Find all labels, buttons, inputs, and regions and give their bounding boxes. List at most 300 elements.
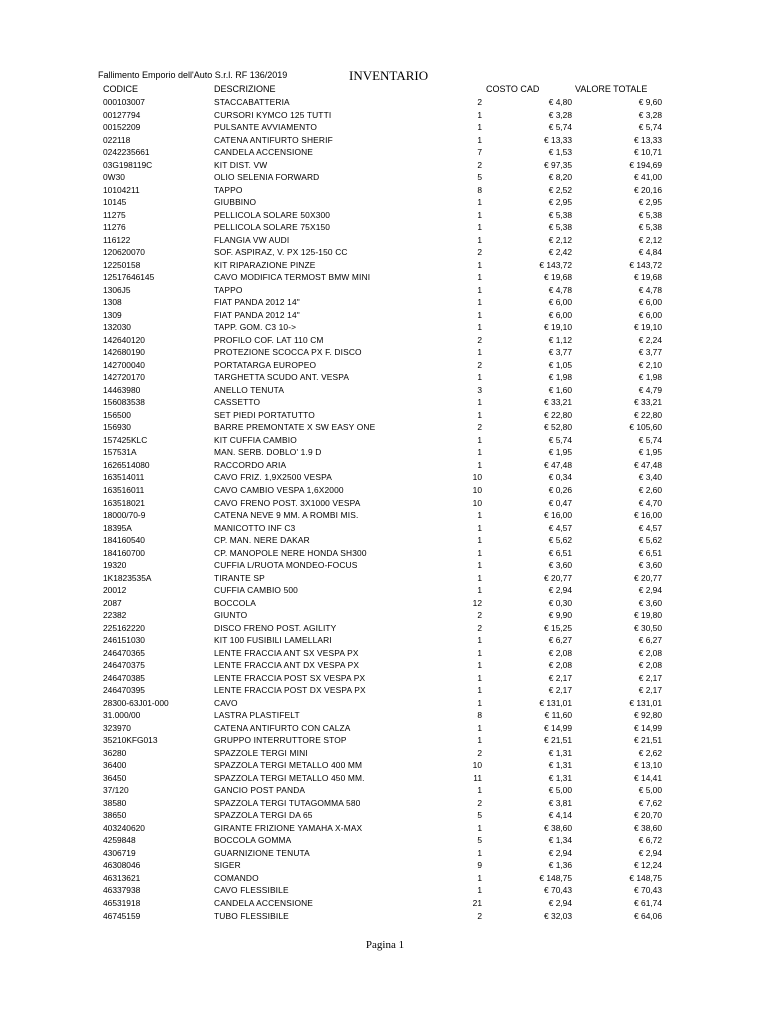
item-quantity: 2 <box>477 247 482 258</box>
table-row <box>0 171 770 184</box>
item-description: CAVO FLESSIBILE <box>214 885 289 896</box>
item-quantity: 1 <box>477 222 482 233</box>
item-unit-cost: € 5,74 <box>548 434 572 445</box>
item-code: 46337938 <box>103 885 141 896</box>
item-code: 03G198119C <box>103 159 153 170</box>
item-description: RACCORDO ARIA <box>214 459 287 470</box>
item-description: CANDELA ACCENSIONE <box>214 147 314 158</box>
item-quantity: 1 <box>477 197 482 208</box>
item-quantity: 10 <box>472 760 482 771</box>
item-quantity: 3 <box>477 384 482 395</box>
item-quantity: 1 <box>477 347 482 358</box>
item-quantity: 8 <box>477 184 482 195</box>
table-row <box>0 534 770 547</box>
item-description: MAN. SERB. DOBLO' 1.9 D <box>214 447 322 458</box>
item-unit-cost: € 0,30 <box>548 597 572 608</box>
item-quantity: 5 <box>477 835 482 846</box>
item-code: 142700040 <box>103 359 145 370</box>
item-unit-cost: € 13,33 <box>544 134 572 145</box>
table-row <box>0 409 770 422</box>
item-description: FIAT PANDA 2012 14" <box>214 297 300 308</box>
item-code: 246470385 <box>103 672 145 683</box>
item-code: 4306719 <box>103 847 136 858</box>
item-quantity: 11 <box>473 772 482 783</box>
item-code: 28300-63J01-000 <box>103 697 169 708</box>
item-description: CATENA ANTIFURTO CON CALZA <box>214 722 351 733</box>
table-row <box>0 784 770 797</box>
table-row <box>0 822 770 835</box>
item-total-value: € 5,74 <box>638 434 662 445</box>
item-quantity: 1 <box>477 309 482 320</box>
item-quantity: 1 <box>477 510 482 521</box>
item-description: CP. MAN. NERE DAKAR <box>214 535 310 546</box>
item-code: 00152209 <box>103 122 141 133</box>
table-row <box>0 497 770 510</box>
table-row <box>0 434 770 447</box>
item-unit-cost: € 6,00 <box>548 309 572 320</box>
item-unit-cost: € 6,27 <box>548 635 572 646</box>
item-code: 31.000/00 <box>103 710 141 721</box>
item-unit-cost: € 22,80 <box>544 409 572 420</box>
item-unit-cost: € 4,80 <box>548 97 572 107</box>
item-description: SIGER <box>214 860 241 871</box>
item-total-value: € 4,79 <box>638 384 662 395</box>
table-row <box>0 309 770 322</box>
item-code: 00127794 <box>103 109 141 120</box>
table-row <box>0 346 770 359</box>
item-description: TAPP. GOM. C3 10-> <box>214 322 297 333</box>
item-code: 0242235661 <box>103 147 150 158</box>
item-total-value: € 6,72 <box>638 835 662 846</box>
item-total-value: € 20,77 <box>634 572 662 583</box>
item-description: GIUBBINO <box>214 197 257 208</box>
item-code: 18395A <box>103 522 132 533</box>
item-total-value: € 5,38 <box>638 222 662 233</box>
item-unit-cost: € 4,14 <box>548 810 572 821</box>
item-description: BOCCOLA <box>214 597 257 608</box>
item-quantity: 2 <box>477 97 482 107</box>
item-unit-cost: € 15,25 <box>544 622 572 633</box>
table-row <box>0 797 770 810</box>
item-unit-cost: € 2,94 <box>548 585 572 596</box>
table-row <box>0 897 770 910</box>
item-quantity: 12 <box>472 597 482 608</box>
item-description: CAVO <box>214 697 238 708</box>
item-total-value: € 12,24 <box>634 860 662 871</box>
item-code: 132030 <box>103 322 131 333</box>
item-unit-cost: € 5,38 <box>548 222 572 233</box>
item-description: LASTRA PLASTIFELT <box>214 710 300 721</box>
item-description: CATENA ANTIFURTO SHERIF <box>214 134 333 145</box>
item-unit-cost: € 2,12 <box>548 234 572 245</box>
item-quantity: 1 <box>477 647 482 658</box>
item-unit-cost: € 4,78 <box>548 284 572 295</box>
item-description: SPAZZOLA TERGI METALLO 400 MM <box>214 760 363 771</box>
table-row <box>0 697 770 710</box>
table-row <box>0 259 770 272</box>
item-description: BARRE PREMONTATE X SW EASY ONE <box>214 422 376 433</box>
item-total-value: € 64,06 <box>634 910 662 921</box>
item-total-value: € 6,00 <box>638 309 662 320</box>
item-unit-cost: € 1,95 <box>548 447 572 458</box>
item-description: GIUNTO <box>214 610 248 621</box>
item-unit-cost: € 97,35 <box>544 159 572 170</box>
item-total-value: € 4,70 <box>638 497 662 508</box>
table-row <box>0 772 770 785</box>
item-code: 18000/70-9 <box>103 510 146 521</box>
item-unit-cost: € 2,52 <box>548 184 572 195</box>
item-total-value: € 3,60 <box>638 597 662 608</box>
item-code: 022118 <box>103 134 131 145</box>
item-total-value: € 6,51 <box>638 547 662 558</box>
item-quantity: 21 <box>472 898 482 908</box>
table-row <box>0 184 770 197</box>
item-total-value: € 5,38 <box>638 209 662 220</box>
table-row <box>0 371 770 384</box>
item-total-value: € 19,80 <box>634 610 662 621</box>
item-quantity: 1 <box>477 585 482 596</box>
item-description: CAVO FRENO POST. 3X1000 VESPA <box>214 497 361 508</box>
table-row <box>0 296 770 309</box>
item-code: 38650 <box>103 810 127 821</box>
item-description: SPAZZOLA TERGI METALLO 450 MM. <box>214 772 365 783</box>
item-unit-cost: € 148,75 <box>539 872 572 883</box>
item-description: PROFILO COF. LAT 110 CM <box>214 334 324 345</box>
item-unit-cost: € 1,31 <box>548 747 572 758</box>
table-row <box>0 884 770 897</box>
item-quantity: 1 <box>477 434 482 445</box>
item-code: 1K1823535A <box>103 572 152 583</box>
item-code: 11275 <box>103 209 126 220</box>
table-row <box>0 672 770 685</box>
item-total-value: € 19,68 <box>634 272 662 283</box>
table-row <box>0 509 770 522</box>
table-row <box>0 159 770 172</box>
item-unit-cost: € 6,51 <box>548 547 572 558</box>
item-total-value: € 2,12 <box>638 234 662 245</box>
item-description: GANCIO POST PANDA <box>214 785 306 796</box>
item-description: LENTE FRACCIA POST SX VESPA PX <box>214 672 366 683</box>
item-description: COMANDO <box>214 872 259 883</box>
item-unit-cost: € 3,77 <box>548 347 572 358</box>
item-total-value: € 2,62 <box>638 747 662 758</box>
item-total-value: € 4,57 <box>638 522 662 533</box>
item-unit-cost: € 5,38 <box>548 209 572 220</box>
item-unit-cost: € 6,00 <box>548 297 572 308</box>
document-title: INVENTARIO <box>349 68 429 83</box>
table-row <box>0 121 770 134</box>
item-total-value: € 13,10 <box>634 760 662 771</box>
item-total-value: € 38,60 <box>634 822 662 833</box>
item-description: STACCABATTERIA <box>214 97 290 107</box>
item-unit-cost: € 2,94 <box>548 898 572 908</box>
item-code: 246470375 <box>103 660 145 671</box>
item-quantity: 9 <box>477 860 482 871</box>
item-code: 10145 <box>103 197 127 208</box>
item-description: TARGHETTA SCUDO ANT. VESPA <box>214 372 350 383</box>
item-description: CAVO MODIFICA TERMOST BMW MINI <box>214 272 371 283</box>
item-unit-cost: € 3,60 <box>548 560 572 571</box>
item-total-value: € 61,74 <box>634 898 662 908</box>
item-unit-cost: € 143,72 <box>539 259 572 270</box>
item-description: TAPPO <box>214 184 243 195</box>
item-total-value: € 2,95 <box>638 197 662 208</box>
table-row <box>0 872 770 885</box>
item-quantity: 1 <box>477 209 482 220</box>
table-row <box>0 734 770 747</box>
item-total-value: € 14,99 <box>634 722 662 733</box>
table-row <box>0 747 770 760</box>
table-row <box>0 597 770 610</box>
item-quantity: 1 <box>477 685 482 696</box>
company-header: Fallimento Emporio dell'Auto S.r.l. RF 136/2019 <box>98 70 288 80</box>
item-total-value: € 6,00 <box>638 297 662 308</box>
item-unit-cost: € 70,43 <box>544 885 572 896</box>
item-unit-cost: € 1,31 <box>548 772 572 783</box>
item-unit-cost: € 21,51 <box>544 735 572 746</box>
item-total-value: € 1,98 <box>638 372 662 383</box>
item-total-value: € 2,17 <box>638 685 662 696</box>
item-quantity: 2 <box>477 359 482 370</box>
item-unit-cost: € 1,60 <box>548 384 572 395</box>
item-code: 46531918 <box>103 898 141 908</box>
item-quantity: 2 <box>477 747 482 758</box>
item-description: TAPPO <box>214 284 243 295</box>
item-code: 1306J5 <box>103 284 131 295</box>
item-code: 20012 <box>103 585 127 596</box>
table-row <box>0 484 770 497</box>
item-quantity: 1 <box>477 284 482 295</box>
item-description: GRUPPO INTERRUTTORE STOP <box>214 735 347 746</box>
item-total-value: € 194,69 <box>629 159 662 170</box>
item-total-value: € 92,80 <box>634 710 662 721</box>
item-unit-cost: € 2,08 <box>548 647 572 658</box>
item-quantity: 1 <box>477 560 482 571</box>
item-description: CAVO CAMBIO VESPA 1,6X2000 <box>214 484 344 495</box>
item-code: 184160540 <box>103 535 145 546</box>
item-description: DISCO FRENO POST. AGILITY <box>214 622 337 633</box>
item-description: CURSORI KYMCO 125 TUTTI <box>214 109 332 120</box>
item-unit-cost: € 47,48 <box>544 459 572 470</box>
table-row <box>0 471 770 484</box>
item-description: KIT RIPARAZIONE PINZE <box>214 259 316 270</box>
item-unit-cost: € 2,17 <box>548 685 572 696</box>
item-unit-cost: € 2,17 <box>548 672 572 683</box>
item-description: SPAZZOLE TERGI MINI <box>214 747 308 758</box>
item-total-value: € 4,78 <box>638 284 662 295</box>
table-row <box>0 234 770 247</box>
item-description: PELLICOLA SOLARE 50X300 <box>214 209 331 220</box>
item-unit-cost: € 19,10 <box>544 322 572 333</box>
item-unit-cost: € 5,74 <box>548 122 572 133</box>
item-quantity: 1 <box>477 272 482 283</box>
item-code: 184160700 <box>103 547 145 558</box>
table-row <box>0 321 770 334</box>
item-description: PROTEZIONE SCOCCA PX F. DISCO <box>214 347 362 358</box>
item-code: 163516011 <box>103 484 145 495</box>
table-row <box>0 196 770 209</box>
table-row <box>0 421 770 434</box>
table-row <box>0 834 770 847</box>
item-code: 156083538 <box>103 397 145 408</box>
item-code: 116122 <box>103 234 131 245</box>
item-code: 0W30 <box>103 172 125 183</box>
item-unit-cost: € 11,60 <box>544 710 572 721</box>
inventory-table <box>0 96 770 922</box>
table-row <box>0 246 770 259</box>
item-unit-cost: € 2,95 <box>548 197 572 208</box>
item-quantity: 1 <box>477 735 482 746</box>
item-description: ANELLO TENUTA <box>214 384 285 395</box>
item-code: 142640120 <box>103 334 145 345</box>
table-row <box>0 559 770 572</box>
table-row <box>0 209 770 222</box>
item-code: 14463980 <box>103 384 141 395</box>
item-total-value: € 16,00 <box>634 510 662 521</box>
item-total-value: € 3,77 <box>638 347 662 358</box>
item-quantity: 1 <box>477 872 482 883</box>
item-quantity: 2 <box>477 159 482 170</box>
item-description: LENTE FRACCIA POST DX VESPA PX <box>214 685 366 696</box>
item-total-value: € 2,94 <box>638 585 662 596</box>
item-unit-cost: € 2,08 <box>548 660 572 671</box>
item-unit-cost: € 1,36 <box>548 860 572 871</box>
item-total-value: € 30,50 <box>634 622 662 633</box>
item-description: PORTATARGA EUROPEO <box>214 359 317 370</box>
item-quantity: 1 <box>477 572 482 583</box>
item-code: 157425KLC <box>103 434 148 445</box>
item-description: BOCCOLA GOMMA <box>214 835 292 846</box>
item-description: KIT DIST. VW <box>214 159 268 170</box>
item-description: KIT 100 FUSIBILI LAMELLARI <box>214 635 332 646</box>
item-total-value: € 1,95 <box>638 447 662 458</box>
item-code: 403240620 <box>103 822 145 833</box>
column-header-code: CODICE <box>103 84 139 94</box>
item-description: SPAZZOLA TERGI TUTAGOMMA 580 <box>214 797 361 808</box>
item-quantity: 1 <box>477 322 482 333</box>
column-header-description: DESCRIZIONE <box>214 84 276 94</box>
item-code: 156500 <box>103 409 131 420</box>
item-description: PULSANTE AVVIAMENTO <box>214 122 318 133</box>
table-row <box>0 109 770 122</box>
item-total-value: € 2,24 <box>638 334 662 345</box>
item-code: 156930 <box>103 422 131 433</box>
table-row <box>0 384 770 397</box>
table-row <box>0 146 770 159</box>
item-quantity: 1 <box>477 459 482 470</box>
item-total-value: € 7,62 <box>638 797 662 808</box>
table-row <box>0 584 770 597</box>
item-total-value: € 20,16 <box>634 184 662 195</box>
item-description: SET PIEDI PORTATUTTO <box>214 409 315 420</box>
item-unit-cost: € 9,90 <box>548 610 572 621</box>
item-total-value: € 19,10 <box>634 322 662 333</box>
item-total-value: € 6,27 <box>638 635 662 646</box>
item-total-value: € 2,94 <box>638 847 662 858</box>
item-description: GUARNIZIONE TENUTA <box>214 847 310 858</box>
item-code: 163518021 <box>103 497 145 508</box>
item-quantity: 1 <box>477 672 482 683</box>
item-code: 46745159 <box>103 910 141 921</box>
item-description: CUFFIA CAMBIO 500 <box>214 585 298 596</box>
item-description: FIAT PANDA 2012 14" <box>214 309 300 320</box>
item-code: 19320 <box>103 560 127 571</box>
table-row <box>0 647 770 660</box>
item-code: 1626514080 <box>103 459 150 470</box>
item-quantity: 2 <box>477 334 482 345</box>
table-row <box>0 622 770 635</box>
table-row <box>0 910 770 923</box>
item-total-value: € 2,08 <box>638 647 662 658</box>
item-quantity: 1 <box>477 297 482 308</box>
item-code: 12250158 <box>103 259 141 270</box>
item-code: 142680190 <box>103 347 145 358</box>
table-row <box>0 572 770 585</box>
item-description: SPAZZOLA TERGI DA 65 <box>214 810 313 821</box>
table-row <box>0 634 770 647</box>
item-unit-cost: € 5,62 <box>548 535 572 546</box>
item-unit-cost: € 52,80 <box>544 422 572 433</box>
item-code: 38580 <box>103 797 127 808</box>
item-quantity: 1 <box>477 885 482 896</box>
item-total-value: € 5,00 <box>638 785 662 796</box>
item-quantity: 1 <box>477 722 482 733</box>
table-row <box>0 609 770 622</box>
item-total-value: € 13,33 <box>634 134 662 145</box>
table-row <box>0 847 770 860</box>
item-total-value: € 5,74 <box>638 122 662 133</box>
item-unit-cost: € 8,20 <box>548 172 572 183</box>
item-code: 46308046 <box>103 860 141 871</box>
column-header-total: VALORE TOTALE <box>575 84 648 94</box>
item-quantity: 1 <box>477 535 482 546</box>
item-description: TIRANTE SP <box>214 572 265 583</box>
item-total-value: € 10,71 <box>634 147 662 158</box>
table-row <box>0 284 770 297</box>
item-code: 225162220 <box>103 622 145 633</box>
item-quantity: 1 <box>477 847 482 858</box>
item-total-value: € 4,84 <box>638 247 662 258</box>
table-row <box>0 659 770 672</box>
item-code: 246151030 <box>103 635 145 646</box>
item-unit-cost: € 38,60 <box>544 822 572 833</box>
item-description: CASSETTO <box>214 397 261 408</box>
item-total-value: € 2,60 <box>638 484 662 495</box>
item-code: 22382 <box>103 610 127 621</box>
item-description: GIRANTE FRIZIONE YAMAHA X-MAX <box>214 822 363 833</box>
item-quantity: 10 <box>472 484 482 495</box>
table-row <box>0 334 770 347</box>
item-total-value: € 22,80 <box>634 409 662 420</box>
item-total-value: € 14,41 <box>634 772 662 783</box>
item-quantity: 5 <box>477 172 482 183</box>
item-total-value: € 33,21 <box>634 397 662 408</box>
item-total-value: € 143,72 <box>629 259 662 270</box>
item-unit-cost: € 33,21 <box>544 397 572 408</box>
item-description: KIT CUFFIA CAMBIO <box>214 434 297 445</box>
item-total-value: € 3,60 <box>638 560 662 571</box>
item-quantity: 1 <box>477 122 482 133</box>
item-code: 1308 <box>103 297 122 308</box>
item-unit-cost: € 4,57 <box>548 522 572 533</box>
item-total-value: € 105,60 <box>629 422 662 433</box>
item-total-value: € 21,51 <box>634 735 662 746</box>
item-description: CAVO FRIZ. 1,9X2500 VESPA <box>214 472 332 483</box>
item-total-value: € 3,40 <box>638 472 662 483</box>
item-total-value: € 5,62 <box>638 535 662 546</box>
item-quantity: 1 <box>477 697 482 708</box>
item-total-value: € 2,10 <box>638 359 662 370</box>
